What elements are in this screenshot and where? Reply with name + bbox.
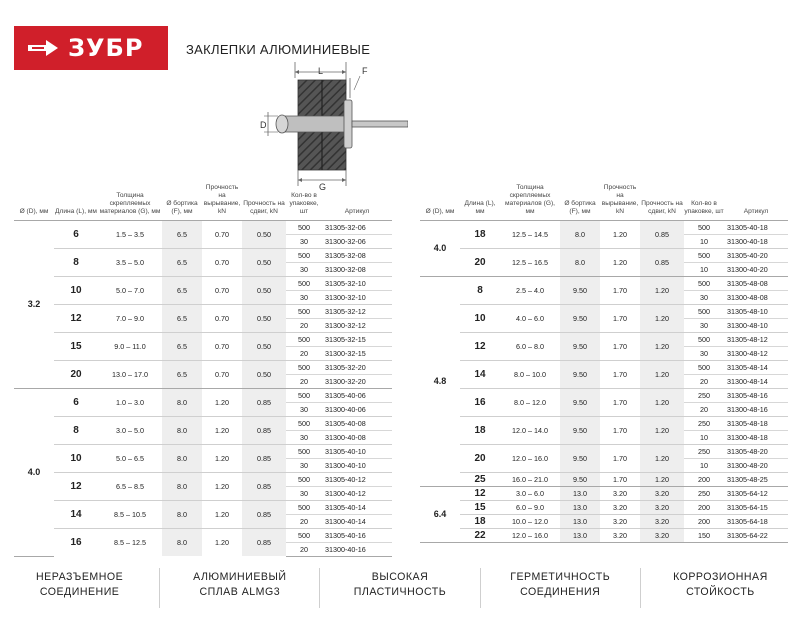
table-row	[14, 248, 392, 262]
table-row	[14, 500, 392, 514]
length-cell: 6	[54, 388, 98, 416]
length-cell: 16	[460, 388, 500, 416]
shear-strength-cell: 3.20	[640, 514, 684, 528]
grip-range-cell: 8.0 – 12.0	[500, 388, 560, 416]
col-diameter: Ø (D), мм	[425, 207, 455, 215]
col-shear-strength: Прочность на сдвиг, kN	[641, 199, 683, 215]
length-cell: 16	[54, 528, 98, 556]
grip-range-cell: 1.0 – 3.0	[98, 388, 162, 416]
shear-strength-cell: 1.20	[640, 472, 684, 486]
table-row	[14, 220, 392, 234]
pull-strength-cell: 1.20	[202, 388, 242, 416]
pack-qty-cell: 20	[286, 346, 322, 360]
table-row	[420, 332, 788, 346]
shear-strength-cell: 1.20	[640, 416, 684, 444]
pull-strength-cell: 1.70	[600, 416, 640, 444]
pull-strength-cell: 1.20	[202, 444, 242, 472]
pack-qty-cell: 30	[286, 430, 322, 444]
article-cell: 31305-64-12	[724, 486, 788, 500]
article-cell: 31300-48-20	[724, 458, 788, 472]
grip-range-cell: 12.5 – 14.5	[500, 220, 560, 248]
pack-qty-cell: 500	[286, 360, 322, 374]
table-row	[420, 444, 788, 458]
pack-qty-cell: 20	[286, 542, 322, 556]
article-cell: 31305-40-14	[322, 500, 392, 514]
pull-strength-cell: 1.20	[202, 500, 242, 528]
pull-strength-cell: 3.20	[600, 500, 640, 514]
pack-qty-cell: 500	[286, 220, 322, 234]
pull-strength-cell: 1.20	[202, 472, 242, 500]
pull-strength-cell: 1.70	[600, 360, 640, 388]
pack-qty-cell: 30	[286, 262, 322, 276]
pack-qty-cell: 10	[684, 234, 724, 248]
article-cell: 31300-48-12	[724, 346, 788, 360]
flange-cell: 8.0	[162, 500, 202, 528]
length-cell: 10	[460, 304, 500, 332]
flange-cell: 6.5	[162, 276, 202, 304]
flange-cell: 9.50	[560, 388, 600, 416]
article-cell: 31305-40-16	[322, 528, 392, 542]
length-cell: 6	[54, 220, 98, 248]
flange-cell: 8.0	[162, 472, 202, 500]
article-cell: 31300-48-14	[724, 374, 788, 388]
shear-strength-cell: 0.50	[242, 332, 286, 360]
rivet-diagram	[258, 60, 408, 190]
feature-item: КОРРОЗИОННАЯ СТОЙКОСТЬ	[673, 571, 768, 599]
pack-qty-cell: 20	[286, 374, 322, 388]
pack-qty-cell: 250	[684, 416, 724, 430]
article-cell: 31305-48-14	[724, 360, 788, 374]
grip-range-cell: 12.0 – 14.0	[500, 416, 560, 444]
length-cell: 25	[460, 472, 500, 486]
article-cell: 31305-64-22	[724, 528, 788, 542]
col-pack-qty: Кол-во в упаковке, шт	[289, 191, 319, 215]
shear-strength-cell: 1.20	[640, 388, 684, 416]
pack-qty-cell: 500	[684, 304, 724, 318]
length-cell: 18	[460, 514, 500, 528]
col-pack-qty: Кол-во в упаковке, шт	[684, 199, 724, 215]
article-cell: 31300-48-08	[724, 290, 788, 304]
pull-strength-cell: 1.70	[600, 276, 640, 304]
grip-range-cell: 13.0 – 17.0	[98, 360, 162, 388]
article-cell: 31305-40-18	[724, 220, 788, 234]
pack-qty-cell: 500	[286, 500, 322, 514]
article-cell: 31300-40-18	[724, 234, 788, 248]
length-cell: 14	[54, 500, 98, 528]
table-row	[420, 528, 788, 542]
grip-range-cell: 1.5 – 3.5	[98, 220, 162, 248]
grip-range-cell: 8.0 – 10.0	[500, 360, 560, 388]
article-cell: 31300-32-15	[322, 346, 392, 360]
rivet-body	[280, 116, 350, 132]
grip-range-cell: 9.0 – 11.0	[98, 332, 162, 360]
article-cell: 31305-32-15	[322, 332, 392, 346]
table-row	[14, 388, 392, 402]
features-bar	[0, 568, 800, 608]
grip-range-cell: 16.0 – 21.0	[500, 472, 560, 486]
col-pull-strength: Прочность на вырывание, kN	[203, 183, 241, 215]
shear-strength-cell: 1.20	[640, 332, 684, 360]
shear-strength-cell: 0.50	[242, 220, 286, 248]
col-pull-strength: Прочность на вырывание, kN	[601, 183, 639, 215]
length-cell: 10	[54, 276, 98, 304]
col-article: Артикул	[743, 207, 769, 215]
pull-strength-cell: 0.70	[202, 248, 242, 276]
length-cell: 12	[460, 486, 500, 500]
shear-strength-cell: 3.20	[640, 528, 684, 542]
table-row	[420, 304, 788, 318]
pack-qty-cell: 20	[684, 374, 724, 388]
pack-qty-cell: 500	[286, 248, 322, 262]
col-flange: Ø бортика (F), мм	[564, 199, 596, 215]
shear-strength-cell: 0.85	[640, 248, 684, 276]
length-cell: 8	[54, 248, 98, 276]
article-cell: 31305-48-18	[724, 416, 788, 430]
pack-qty-cell: 30	[286, 402, 322, 416]
length-cell: 22	[460, 528, 500, 542]
article-cell: 31305-32-06	[322, 220, 392, 234]
pull-strength-cell: 3.20	[600, 528, 640, 542]
pack-qty-cell: 30	[684, 346, 724, 360]
table-row	[14, 276, 392, 290]
flange-cell: 9.50	[560, 332, 600, 360]
pack-qty-cell: 20	[286, 514, 322, 528]
grip-range-cell: 6.0 – 8.0	[500, 332, 560, 360]
pull-strength-cell: 1.20	[600, 220, 640, 248]
flange-cell: 8.0	[162, 416, 202, 444]
pack-qty-cell: 30	[286, 290, 322, 304]
feature-item: НЕРАЗЪЕМНОЕ СОЕДИНЕНИЕ	[0, 568, 160, 608]
col-shear-strength: Прочность на сдвиг, kN	[243, 199, 285, 215]
table-row	[420, 248, 788, 262]
article-cell: 31305-48-10	[724, 304, 788, 318]
page-title: ЗАКЛЕПКИ АЛЮМИНИЕВЫЕ	[186, 42, 371, 57]
table-row	[420, 514, 788, 528]
pack-qty-cell: 20	[286, 318, 322, 332]
shear-strength-cell: 3.20	[640, 500, 684, 514]
shear-strength-cell: 0.85	[242, 528, 286, 556]
article-cell: 31300-48-18	[724, 430, 788, 444]
length-cell: 15	[460, 500, 500, 514]
shear-strength-cell: 0.85	[242, 472, 286, 500]
label-f: F	[362, 66, 368, 76]
flange-cell: 13.0	[560, 500, 600, 514]
article-cell: 31305-64-18	[724, 514, 788, 528]
pack-qty-cell: 10	[684, 458, 724, 472]
table-row	[14, 304, 392, 318]
col-grip: Толщина скрепляемых материалов (G), мм	[505, 183, 555, 215]
length-cell: 20	[54, 360, 98, 388]
length-cell: 10	[54, 444, 98, 472]
flange-cell: 8.0	[162, 528, 202, 556]
grip-range-cell: 2.5 – 4.0	[500, 276, 560, 304]
col-length: Длина (L), мм	[464, 199, 496, 215]
col-article: Артикул	[344, 207, 370, 215]
pack-qty-cell: 500	[286, 444, 322, 458]
shear-strength-cell: 0.50	[242, 248, 286, 276]
pack-qty-cell: 500	[286, 276, 322, 290]
article-cell: 31305-48-25	[724, 472, 788, 486]
flange-cell: 8.0	[560, 248, 600, 276]
article-cell: 31300-48-16	[724, 402, 788, 416]
col-grip: Толщина скрепляемых материалов (G), мм	[99, 191, 161, 215]
article-cell: 31305-40-12	[322, 472, 392, 486]
length-cell: 8	[460, 276, 500, 304]
flange-cell: 9.50	[560, 276, 600, 304]
label-l: L	[318, 66, 324, 76]
left-spec-table	[14, 180, 392, 557]
pull-strength-cell: 1.70	[600, 388, 640, 416]
article-cell: 31300-32-08	[322, 262, 392, 276]
table-row	[420, 276, 788, 290]
pack-qty-cell: 30	[286, 486, 322, 500]
shear-strength-cell: 1.20	[640, 304, 684, 332]
flange-cell: 13.0	[560, 514, 600, 528]
article-cell: 31305-32-20	[322, 360, 392, 374]
length-cell: 18	[460, 416, 500, 444]
table-row	[14, 444, 392, 458]
flange-cell: 6.5	[162, 248, 202, 276]
pull-strength-cell: 1.70	[600, 472, 640, 486]
pack-qty-cell: 500	[286, 332, 322, 346]
flange-cell: 8.0	[560, 220, 600, 248]
flange-cell: 6.5	[162, 220, 202, 248]
pack-qty-cell: 500	[684, 360, 724, 374]
table-row	[14, 528, 392, 542]
pull-strength-cell: 0.70	[202, 360, 242, 388]
article-cell: 31300-40-12	[322, 486, 392, 500]
grip-range-cell: 7.0 – 9.0	[98, 304, 162, 332]
article-cell: 31305-48-08	[724, 276, 788, 290]
length-cell: 14	[460, 360, 500, 388]
pack-qty-cell: 500	[684, 276, 724, 290]
pack-qty-cell: 30	[684, 318, 724, 332]
pack-qty-cell: 200	[684, 472, 724, 486]
grip-range-cell: 12.0 – 16.0	[500, 444, 560, 472]
pack-qty-cell: 500	[684, 220, 724, 234]
article-cell: 31300-40-08	[322, 430, 392, 444]
grip-range-cell: 8.5 – 10.5	[98, 500, 162, 528]
table-row	[420, 472, 788, 486]
grip-range-cell: 5.0 – 7.0	[98, 276, 162, 304]
diameter-cell: 4.0	[420, 220, 460, 276]
article-cell: 31300-40-16	[322, 542, 392, 556]
pull-strength-cell: 0.70	[202, 332, 242, 360]
pull-strength-cell: 3.20	[600, 486, 640, 500]
shear-strength-cell: 1.20	[640, 444, 684, 472]
table-row	[420, 486, 788, 500]
article-cell: 31300-32-10	[322, 290, 392, 304]
pull-strength-cell: 0.70	[202, 220, 242, 248]
pack-qty-cell: 200	[684, 514, 724, 528]
grip-range-cell: 3.5 – 5.0	[98, 248, 162, 276]
article-cell: 31300-32-12	[322, 318, 392, 332]
pull-strength-cell: 0.70	[202, 304, 242, 332]
feature-item: ГЕРМЕТИЧНОСТЬ СОЕДИНЕНИЯ	[481, 568, 641, 608]
shear-strength-cell: 1.20	[640, 276, 684, 304]
grip-range-cell: 5.0 – 6.5	[98, 444, 162, 472]
article-cell: 31305-32-10	[322, 276, 392, 290]
table-row	[14, 472, 392, 486]
article-cell: 31305-64-15	[724, 500, 788, 514]
pull-strength-cell: 1.20	[600, 248, 640, 276]
shear-strength-cell: 0.85	[640, 220, 684, 248]
pack-qty-cell: 150	[684, 528, 724, 542]
label-g: G	[319, 182, 327, 190]
pack-qty-cell: 500	[286, 472, 322, 486]
flange-cell: 9.50	[560, 444, 600, 472]
shear-strength-cell: 0.85	[242, 444, 286, 472]
article-cell: 31300-40-20	[724, 262, 788, 276]
article-cell: 31300-40-06	[322, 402, 392, 416]
article-cell: 31300-32-20	[322, 374, 392, 388]
grip-range-cell: 10.0 – 12.0	[500, 514, 560, 528]
diameter-cell: 3.2	[14, 220, 54, 388]
article-cell: 31305-48-20	[724, 444, 788, 458]
grip-range-cell: 6.0 – 9.0	[500, 500, 560, 514]
rivet-mandrel	[352, 121, 408, 127]
length-cell: 12	[54, 304, 98, 332]
shear-strength-cell: 0.50	[242, 276, 286, 304]
diameter-cell: 6.4	[420, 486, 460, 542]
article-cell: 31305-48-16	[724, 388, 788, 402]
shear-strength-cell: 0.50	[242, 304, 286, 332]
table-row	[420, 416, 788, 430]
pack-qty-cell: 30	[286, 458, 322, 472]
table-row	[14, 332, 392, 346]
length-cell: 15	[54, 332, 98, 360]
length-cell: 12	[460, 332, 500, 360]
shear-strength-cell: 0.85	[242, 388, 286, 416]
pack-qty-cell: 250	[684, 388, 724, 402]
flange-cell: 6.5	[162, 332, 202, 360]
length-cell: 12	[54, 472, 98, 500]
article-cell: 31305-40-20	[724, 248, 788, 262]
pack-qty-cell: 250	[684, 486, 724, 500]
flange-cell: 8.0	[162, 388, 202, 416]
table-row	[420, 360, 788, 374]
length-cell: 20	[460, 444, 500, 472]
article-cell: 31300-48-10	[724, 318, 788, 332]
pull-strength-cell: 1.70	[600, 444, 640, 472]
article-cell: 31305-40-06	[322, 388, 392, 402]
pack-qty-cell: 10	[684, 262, 724, 276]
pack-qty-cell: 500	[684, 332, 724, 346]
flange-cell: 6.5	[162, 304, 202, 332]
article-cell: 31305-40-10	[322, 444, 392, 458]
grip-range-cell: 3.0 – 6.0	[500, 486, 560, 500]
shear-strength-cell: 1.20	[640, 360, 684, 388]
flange-cell: 9.50	[560, 360, 600, 388]
article-cell: 31300-40-14	[322, 514, 392, 528]
table-row	[420, 388, 788, 402]
col-length: Длина (L), мм	[55, 207, 97, 215]
grip-range-cell: 8.5 – 12.5	[98, 528, 162, 556]
pull-strength-cell: 1.70	[600, 304, 640, 332]
flange-cell: 6.5	[162, 360, 202, 388]
flange-cell: 9.50	[560, 416, 600, 444]
flange-cell: 9.50	[560, 472, 600, 486]
label-d: D	[260, 120, 267, 130]
diameter-cell: 4.8	[420, 276, 460, 486]
pull-strength-cell: 1.20	[202, 416, 242, 444]
pack-qty-cell: 30	[684, 290, 724, 304]
right-spec-table	[420, 180, 788, 543]
col-diameter: Ø (D), мм	[19, 207, 49, 215]
pack-qty-cell: 500	[286, 528, 322, 542]
pack-qty-cell: 250	[684, 444, 724, 458]
article-cell: 31305-48-12	[724, 332, 788, 346]
shear-strength-cell: 0.50	[242, 360, 286, 388]
feature-item: АЛЮМИНИЕВЫЙ СПЛАВ ALMG3	[160, 568, 320, 608]
article-cell: 31305-40-08	[322, 416, 392, 430]
grip-range-cell: 6.5 – 8.5	[98, 472, 162, 500]
pack-qty-cell: 500	[286, 388, 322, 402]
grip-range-cell: 4.0 – 6.0	[500, 304, 560, 332]
shear-strength-cell: 0.85	[242, 500, 286, 528]
flange-cell: 9.50	[560, 304, 600, 332]
article-cell: 31305-32-08	[322, 248, 392, 262]
pack-qty-cell: 500	[286, 304, 322, 318]
brand-name: ЗУБР	[68, 34, 144, 62]
brand-logo	[14, 26, 168, 70]
pull-strength-cell: 1.20	[202, 528, 242, 556]
brand-arrow-icon	[26, 36, 60, 60]
flange-cell: 13.0	[560, 486, 600, 500]
col-flange: Ø бортика (F), мм	[166, 199, 198, 215]
length-cell: 20	[460, 248, 500, 276]
flange-cell: 13.0	[560, 528, 600, 542]
diameter-cell: 4.0	[14, 388, 54, 556]
pack-qty-cell: 30	[286, 234, 322, 248]
pack-qty-cell: 500	[684, 248, 724, 262]
length-cell: 8	[54, 416, 98, 444]
table-row	[420, 500, 788, 514]
article-cell: 31300-40-10	[322, 458, 392, 472]
grip-range-cell: 12.5 – 16.5	[500, 248, 560, 276]
table-row	[14, 360, 392, 374]
pull-strength-cell: 3.20	[600, 514, 640, 528]
flange-cell: 8.0	[162, 444, 202, 472]
grip-range-cell: 12.0 – 16.0	[500, 528, 560, 542]
table-row	[14, 416, 392, 430]
table-row	[420, 220, 788, 234]
pack-qty-cell: 500	[286, 416, 322, 430]
article-cell: 31305-32-12	[322, 304, 392, 318]
pack-qty-cell: 200	[684, 500, 724, 514]
shear-strength-cell: 3.20	[640, 486, 684, 500]
length-cell: 18	[460, 220, 500, 248]
pack-qty-cell: 20	[684, 402, 724, 416]
pack-qty-cell: 10	[684, 430, 724, 444]
grip-range-cell: 3.0 – 5.0	[98, 416, 162, 444]
pull-strength-cell: 1.70	[600, 332, 640, 360]
article-cell: 31300-32-06	[322, 234, 392, 248]
feature-item: ВЫСОКАЯ ПЛАСТИЧНОСТЬ	[320, 568, 480, 608]
shear-strength-cell: 0.85	[242, 416, 286, 444]
pull-strength-cell: 0.70	[202, 276, 242, 304]
